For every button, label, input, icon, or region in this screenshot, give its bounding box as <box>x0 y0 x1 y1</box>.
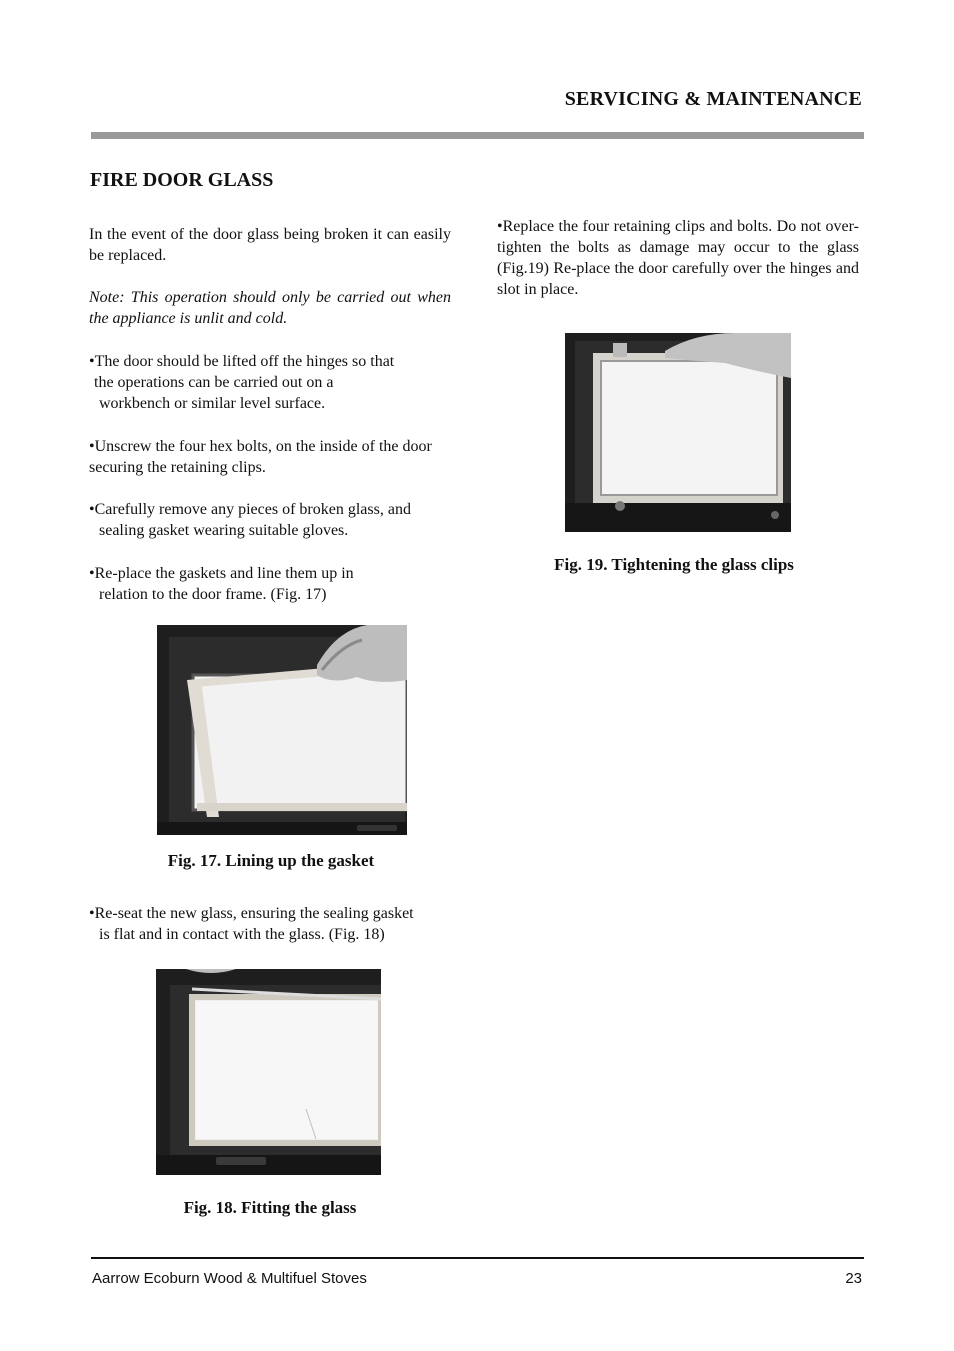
step-line: •Re-place the gaskets and line them up in <box>89 565 354 582</box>
page-number: 23 <box>845 1270 862 1287</box>
step-replace-gaskets <box>89 563 459 605</box>
step-line: •Re-seat the new glass, ensuring the sealing gasket <box>89 905 414 922</box>
fig17-caption: Fig. 17. Lining up the gasket <box>167 851 375 870</box>
step-unscrew-bolts: •Unscrew the four hex bolts, on the inside of the door securing the retaining clips. <box>89 438 432 476</box>
step-line: is flat and in contact with the glass. (Fig. 18) <box>99 926 385 943</box>
fig18-photo <box>156 969 381 1175</box>
step-replace-clips: •Replace the four retaining clips and bolts. Do not over-tighten the bolts as damage may occur to the glass (Fig.19) Re-place the door carefully over the hinges and slot in place. <box>497 218 859 298</box>
footer-divider <box>91 1257 864 1259</box>
step-line: •The door should be lifted off the hinges so that <box>89 353 395 370</box>
step-lift-door <box>89 351 459 414</box>
step-remove-glass <box>89 499 459 541</box>
footer-manual-title: Aarrow Ecoburn Wood & Multifuel Stoves <box>92 1270 367 1287</box>
fig19-photo <box>565 333 791 532</box>
step-line: •Carefully remove any pieces of broken glass, and <box>89 501 411 518</box>
fig18-caption: Fig. 18. Fitting the glass <box>183 1198 357 1217</box>
intro-paragraph: In the event of the door glass being broken it can easily be replaced. <box>89 226 451 264</box>
step-reseat-glass <box>89 903 459 945</box>
header-divider <box>91 132 864 139</box>
step-line: workbench or similar level surface. <box>99 395 326 412</box>
fig19-caption: Fig. 19. Tightening the glass clips <box>554 555 794 574</box>
step-line: sealing gasket wearing suitable gloves. <box>99 522 349 539</box>
fig17-photo <box>157 625 407 835</box>
section-title: FIRE DOOR GLASS <box>90 169 274 191</box>
page-header-title: SERVICING & MAINTENANCE <box>564 88 862 110</box>
step-line: relation to the door frame. (Fig. 17) <box>99 586 327 603</box>
safety-note: Note: This operation should only be carried out when the appliance is unlit and cold. <box>89 289 451 327</box>
step-line: the operations can be carried out on a <box>94 374 334 391</box>
